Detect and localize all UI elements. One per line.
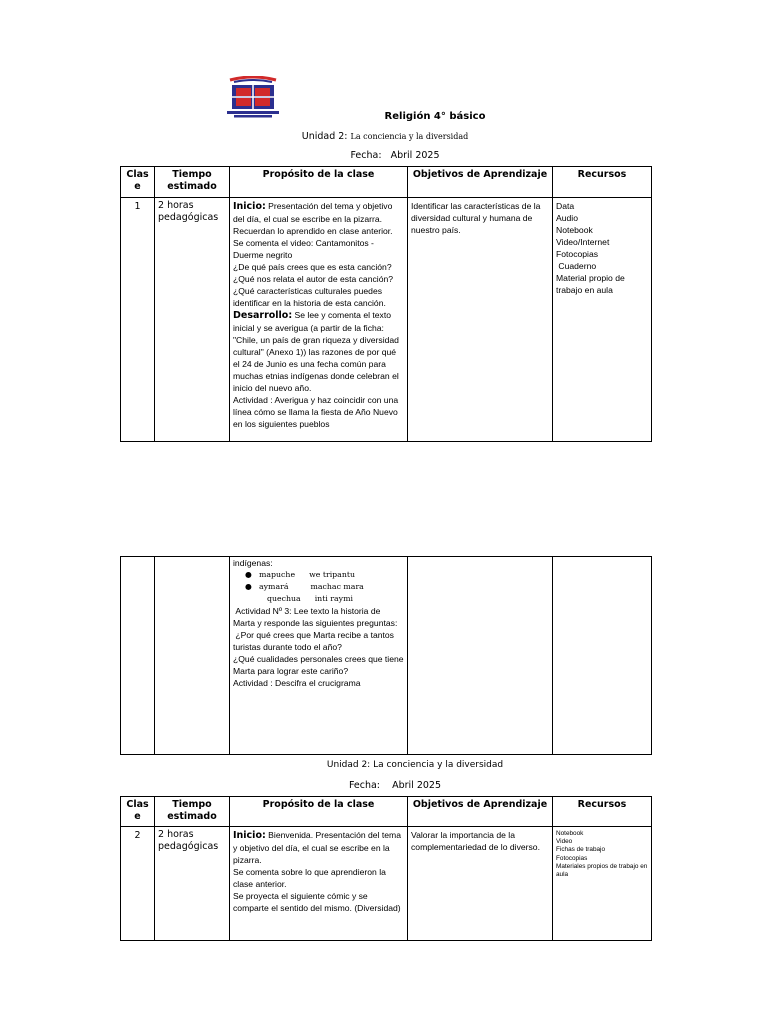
class-number: 2 — [121, 827, 155, 941]
activity-text: Actividad : Averigua y haz coincidir con una línea cómo se llama la fiesta de Año Nuevo en los siguientes pueblos — [233, 395, 399, 429]
class-number: 1 — [121, 198, 155, 442]
learning-objective: Identificar las características de la diversidad cultural y humana de nuestro país. — [408, 198, 553, 442]
purpose-line: ¿Qué nos relata el autor de esta canción? — [233, 274, 394, 284]
resources-cell — [553, 198, 652, 442]
desarrollo-text: Se lee y comenta el texto inicial y se averigua (a partir de la ficha: "Chile, un país de gran riqueza y diversidad cultural" (Anexo 1)) las razones de por qué el 24 de Junio es una fecha común para muchas etnias indígenas donde celebran el inicio del nuevo año. — [233, 310, 399, 393]
fiesta-name: machac mara — [310, 582, 364, 591]
learning-objective: Valorar la importancia de la complementariedad de lo diverso. — [408, 827, 553, 941]
empty-cell — [121, 557, 155, 755]
purpose-line: indígenas: — [233, 558, 273, 568]
resources-cell — [553, 827, 652, 941]
resource-item: Fichas de trabajo — [556, 846, 606, 854]
purpose-cell-continued — [230, 557, 408, 755]
date-value: Abril 2025 — [390, 150, 440, 161]
page-title: Religión 4° básico — [384, 111, 486, 122]
inicio-text: Presentación del tema y objetivo del día, el cual se escribe en la pizarra. — [233, 201, 393, 224]
empty-cell — [408, 557, 553, 755]
question-2: ¿Qué cualidades personales crees que tiene Marta para lograr este cariño? — [233, 654, 404, 676]
purpose-line: Recuerdan lo aprendido en clase anterior. — [233, 226, 393, 236]
activity-3-text: Actividad Nº 3: Lee texto la historia de Marta y responde las siguientes preguntas: — [233, 606, 398, 628]
table-header-row — [121, 797, 652, 827]
purpose-line: ¿Qué características culturales puedes identificar en la historia de esta canción. — [233, 286, 386, 308]
purpose-line: ¿De qué país crees que es esta canción? — [233, 262, 392, 272]
header-recursos: Recursos — [553, 797, 652, 827]
fiesta-name: we tripantu — [309, 570, 355, 579]
header-objetivos: Objetivos de Aprendizaje — [408, 167, 553, 198]
inicio-label: Inicio: — [233, 830, 266, 841]
header-proposito: Propósito de la clase — [230, 797, 408, 827]
header-tiempo: Tiempo estimado — [155, 797, 230, 827]
list-item — [233, 593, 404, 605]
purpose-line: Se comenta sobre lo que aprendieron la clase anterior. — [233, 867, 386, 889]
header-proposito: Propósito de la clase — [230, 167, 408, 198]
header-recursos: Recursos — [553, 167, 652, 198]
purpose-line: Se comenta el video: Cantamonitos - — [233, 238, 374, 248]
purpose-cell — [230, 827, 408, 941]
header-clase: Clas e — [121, 167, 155, 198]
resource-item: Notebook — [556, 225, 593, 235]
resource-item: Cuaderno — [556, 261, 597, 271]
question-1: ¿Por qué crees que Marta recibe a tantos turistas durante todo el año? — [233, 630, 397, 652]
resource-item: Material propio de trabajo en aula — [556, 273, 625, 295]
pueblo-name: mapuche — [259, 570, 296, 579]
bullet-icon: ● — [245, 582, 252, 591]
inicio-label: Inicio: — [233, 201, 266, 212]
date-line-2 — [330, 780, 460, 791]
unit-name: La conciencia y la diversidad — [350, 132, 469, 141]
header-clase: Clas e — [121, 797, 155, 827]
inicio-text: Bienvenida. Presentación del tema y objetivo del día, el cual se escribe en la pizarra. — [233, 830, 401, 865]
resource-item: Fotocopias — [556, 854, 588, 862]
header-tiempo: Tiempo estimado — [155, 167, 230, 198]
resource-item: Video/Internet — [556, 237, 610, 247]
empty-cell — [155, 557, 230, 755]
table-row — [121, 557, 652, 755]
resource-item: Audio — [556, 213, 578, 223]
lesson-table-2 — [120, 796, 652, 941]
table-header-row — [121, 167, 652, 198]
school-logo — [224, 76, 282, 120]
purpose-cell — [230, 198, 408, 442]
unit-label: Unidad 2: — [301, 131, 348, 142]
activity-final: Actividad : Descifra el crucigrama — [233, 678, 361, 688]
resource-item: Materiales propios de trabajo en aula — [556, 862, 648, 879]
estimated-time: 2 horas pedagógicas — [155, 198, 230, 442]
date-value: Abril 2025 — [392, 780, 442, 791]
empty-cell — [553, 557, 652, 755]
list-item — [233, 581, 404, 593]
purpose-line: Se proyecta el siguiente cómic y se comparte el sentido del mismo. (Diversidad) — [233, 891, 401, 913]
fiesta-name: inti raymi — [314, 594, 353, 603]
list-item — [233, 569, 404, 581]
date-line — [330, 150, 460, 161]
table-row — [121, 827, 652, 941]
unit-name: La conciencia y la diversidad — [373, 760, 504, 770]
bullet-icon: ● — [245, 570, 252, 579]
resource-item: Notebook — [556, 830, 584, 837]
unit-line — [250, 131, 520, 142]
resource-item: Video — [556, 838, 573, 846]
table-row — [121, 198, 652, 442]
lesson-table-continuation — [120, 556, 652, 755]
unit-line-2 — [290, 760, 540, 770]
purpose-line: Duerme negrito — [233, 250, 293, 260]
date-label: Fecha: — [348, 780, 381, 791]
pueblo-name: quechua — [267, 594, 301, 603]
header-objetivos: Objetivos de Aprendizaje — [408, 797, 553, 827]
date-label: Fecha: — [350, 150, 382, 161]
estimated-time: 2 horas pedagógicas — [155, 827, 230, 941]
lesson-table-1 — [120, 166, 652, 442]
resource-item: Fotocopias — [556, 249, 599, 259]
resource-item: Data — [556, 201, 575, 211]
pueblo-name: aymará — [259, 582, 289, 591]
desarrollo-label: Desarrollo: — [233, 310, 293, 321]
unit-label: Unidad 2: — [326, 760, 371, 770]
